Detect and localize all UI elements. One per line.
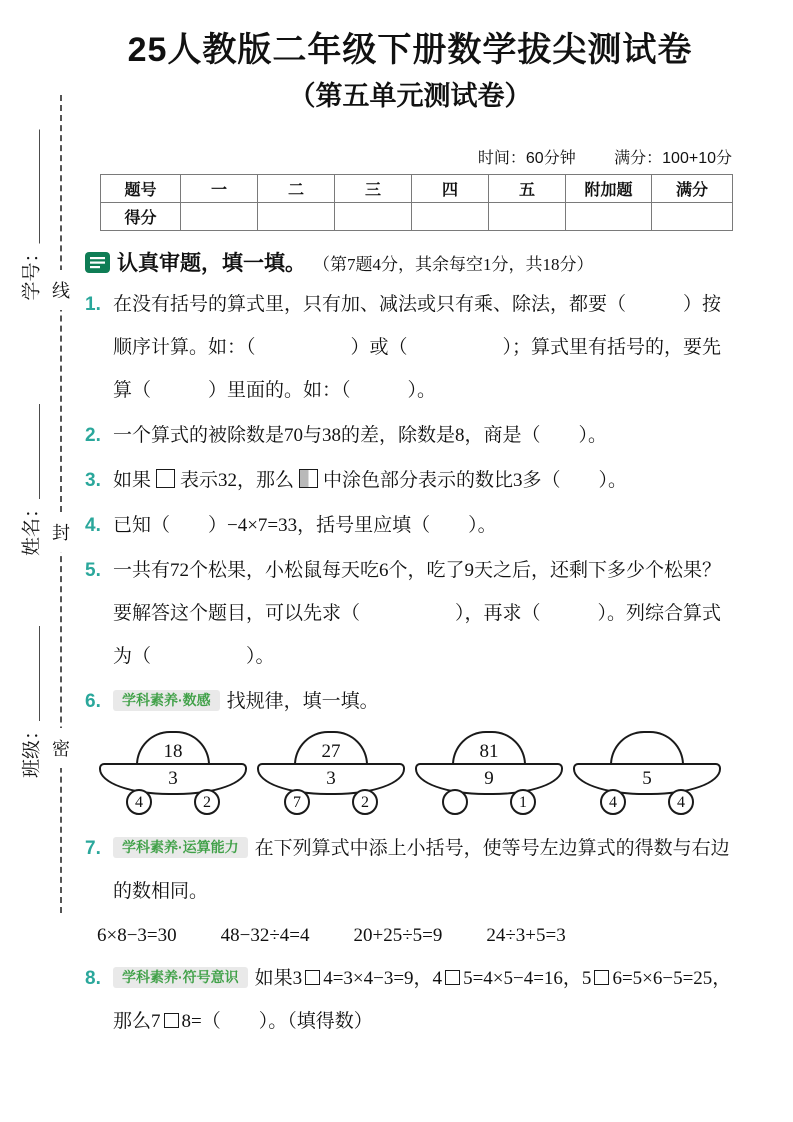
equation: 24÷3+5=3: [486, 925, 566, 946]
question-text: 一个算式的被除数是70与38的差，除数是8，商是（ ）。: [113, 425, 608, 446]
equation-list: [85, 915, 735, 957]
table-header-cell: 满分: [652, 175, 733, 203]
question-text: 在没有括号的算式里，只有加、减法或只有乘、除法，都要（ ）按顺序计算。如：（ ）或（ ）；算式里有括号的，要先算（ ）里面的。如：（ ）。: [113, 294, 722, 401]
circle-value: [442, 789, 468, 815]
table-header-cell: 一: [181, 175, 258, 203]
question-text-part: 8=（ ）。（填得数）: [181, 1011, 373, 1032]
dome-value: 81: [452, 731, 526, 765]
question-text-part: 5=4×5−4=16，5: [463, 968, 592, 989]
question-number: 1.: [85, 294, 101, 315]
main-content: [85, 247, 735, 1045]
page-subtitle: （第五单元测试卷）: [288, 81, 532, 111]
question-6: [85, 680, 735, 723]
equation: 6×8−3=30: [97, 925, 177, 946]
table-header-cell: 五: [489, 175, 566, 203]
question-4: [85, 504, 735, 547]
blank-square-icon: [594, 970, 609, 985]
dome-value: [610, 731, 684, 765]
question-text: 一共有72个松果，小松鼠每天吃6个，吃了9天之后，还剩下多少个松果？要解答这个题目，可以先求（ ），再求（ ）。列综合算式为（ ）。: [113, 560, 722, 667]
question-number: 2.: [85, 425, 101, 446]
seal-dashed-line: [60, 95, 62, 913]
question-text-part: 表示32，那么: [180, 470, 295, 491]
seal-char: 线: [51, 270, 71, 310]
circle-value: 7: [284, 789, 310, 815]
question-1: [85, 283, 735, 412]
question-5: [85, 549, 735, 678]
circle-value: 2: [194, 789, 220, 815]
score-cell: [652, 203, 733, 231]
competency-badge: 学科素养·数感: [113, 690, 220, 711]
question-text: [113, 680, 735, 723]
circle-value: 4: [668, 789, 694, 815]
section-1-header: [85, 247, 735, 277]
circle-value: 2: [352, 789, 378, 815]
question-text: [113, 459, 735, 502]
question-number: 7.: [85, 838, 101, 859]
blank-square-icon: [156, 469, 175, 488]
exam-meta: [85, 145, 732, 168]
question-text-part: 4=3×4−3=9，4: [323, 968, 443, 989]
question-number: 8.: [85, 968, 101, 989]
question-2: [85, 414, 735, 457]
score-table-score-row: [101, 203, 733, 231]
pattern-diagram: [257, 731, 405, 815]
dome-value: 18: [136, 731, 210, 765]
section-1-note: （第7题4分，其余每空1分，共18分）: [313, 254, 594, 274]
blank-square-icon: [164, 1013, 179, 1028]
score-row-label: 得分: [101, 203, 181, 231]
class-label: 班级：＿＿＿＿＿: [21, 625, 43, 779]
shaded-square-icon: [299, 469, 318, 488]
question-text-part: 6=5×6−5=25，那么7: [113, 968, 732, 1032]
circle-value: 4: [600, 789, 626, 815]
score-cell: [412, 203, 489, 231]
equation: 20+25÷5=9: [353, 925, 443, 946]
question-text-part: 如果: [113, 470, 152, 491]
pattern-diagram: [99, 731, 247, 815]
seal-char: 密: [51, 728, 71, 768]
score-table-header-row: [101, 175, 733, 203]
boat-value: 5: [573, 763, 721, 795]
question-text: [113, 957, 735, 1043]
score-cell: [566, 203, 652, 231]
question-number: 4.: [85, 515, 101, 536]
boat-value: 3: [99, 763, 247, 795]
question-text: [113, 827, 735, 913]
table-header-cell: 题号: [101, 175, 181, 203]
pattern-diagram: [415, 731, 563, 815]
equation: 48−32÷4=4: [220, 925, 310, 946]
section-1-title: 认真审题，填一填。: [117, 252, 306, 275]
question-7: [85, 827, 735, 913]
table-header-cell: 三: [335, 175, 412, 203]
score-cell: [258, 203, 335, 231]
blank-square-icon: [305, 970, 320, 985]
pattern-diagram: [573, 731, 721, 815]
score-table: [100, 174, 733, 231]
list-icon: [85, 252, 110, 273]
boat-value: 9: [415, 763, 563, 795]
table-header-cell: 四: [412, 175, 489, 203]
question-text: 已知（ ）−4×7=33，括号里应填（ ）。: [113, 515, 497, 536]
circle-value: 1: [510, 789, 536, 815]
question-number: 6.: [85, 691, 101, 712]
question-text-part: 中涂色部分表示的数比3多（ ）。: [323, 470, 628, 491]
question-number: 5.: [85, 560, 101, 581]
page-title: 25人教版二年级下册数学拔尖测试卷: [127, 31, 693, 69]
question-number: 3.: [85, 470, 101, 491]
circle-value: 4: [126, 789, 152, 815]
table-header-cell: 附加题: [566, 175, 652, 203]
full-score-info: 满分：100+10分: [614, 150, 732, 167]
blank-square-icon: [445, 970, 460, 985]
competency-badge: 学科素养·运算能力: [113, 837, 248, 858]
seal-char: 封: [51, 512, 71, 552]
question-text-part: 在下列算式中添上小括号，使等号左边算式的得数与右边的数相同。: [113, 838, 730, 902]
boat-value: 3: [257, 763, 405, 795]
table-header-cell: 二: [258, 175, 335, 203]
question-text-part: 如果3: [254, 968, 303, 989]
competency-badge: 学科素养·符号意识: [113, 967, 248, 988]
score-cell: [489, 203, 566, 231]
question-3: [85, 459, 735, 502]
student-name-label: 姓名：＿＿＿＿＿: [21, 403, 43, 557]
score-cell: [181, 203, 258, 231]
dome-value: 27: [294, 731, 368, 765]
pattern-diagrams: [85, 725, 721, 827]
score-cell: [335, 203, 412, 231]
student-id-label: 学号：＿＿＿＿＿＿: [21, 129, 43, 301]
question-text-part: 找规律，填一填。: [226, 691, 379, 712]
time-info: 时间：60分钟: [477, 150, 576, 167]
question-8: [85, 957, 735, 1043]
